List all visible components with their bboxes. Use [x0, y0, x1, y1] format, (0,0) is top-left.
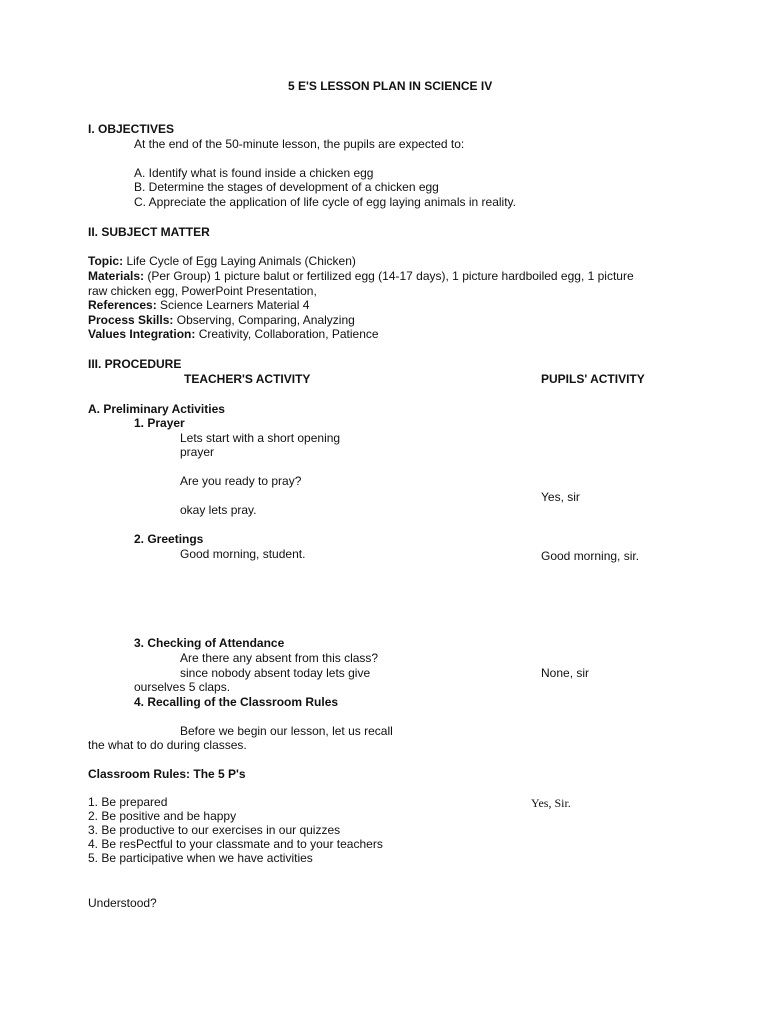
- objective-item: C. Appreciate the application of life cycle of egg laying animals in reality.: [134, 195, 516, 209]
- classroom-rule-item: 1. Be prepared: [88, 795, 168, 809]
- materials-label: Materials:: [88, 269, 145, 283]
- objectives-intro: At the end of the 50-minute lesson, the pupils are expected to:: [134, 137, 465, 151]
- rules-recall-text: Before we begin our lesson, let us recall: [180, 724, 393, 738]
- topic-value: Life Cycle of Egg Laying Animals (Chicken): [126, 254, 356, 268]
- preliminary-activities-heading: A. Preliminary Activities: [88, 402, 225, 416]
- subject-matter-heading: II. SUBJECT MATTER: [88, 225, 210, 239]
- prayer-text: prayer: [180, 445, 215, 459]
- greetings-response: Good morning, sir.: [541, 549, 640, 563]
- classroom-rule-item: 2. Be positive and be happy: [88, 809, 237, 823]
- pupil-activity-column-header: PUPILS' ACTIVITY: [541, 372, 645, 386]
- attendance-response: None, sir: [541, 666, 590, 680]
- classroom-rule-item: 3. Be productive to our exercises in our quizzes: [88, 823, 341, 837]
- process-skills-value: Observing, Comparing, Analyzing: [176, 313, 355, 327]
- references-label: References:: [88, 298, 157, 312]
- attendance-heading: 3. Checking of Attendance: [134, 636, 285, 650]
- process-skills-line: [88, 313, 355, 328]
- prayer-question: Are you ready to pray?: [180, 474, 302, 488]
- greetings-teacher-text: Good morning, student.: [180, 547, 306, 561]
- values-integration-line: [88, 327, 379, 342]
- objective-item: A. Identify what is found inside a chicken egg: [134, 166, 374, 180]
- rules-recall-heading: 4. Recalling of the Classroom Rules: [134, 695, 339, 709]
- attendance-text: ourselves 5 claps.: [134, 680, 231, 694]
- prayer-closing: okay lets pray.: [180, 503, 257, 517]
- topic-label: Topic:: [88, 254, 124, 268]
- attendance-text: since nobody absent today lets give: [180, 666, 371, 680]
- process-skills-label: Process Skills:: [88, 313, 174, 327]
- values-integration-value: Creativity, Collaboration, Patience: [198, 327, 379, 341]
- attendance-question: Are there any absent from this class?: [180, 651, 379, 665]
- materials-continuation: raw chicken egg, PowerPoint Presentation,: [88, 284, 317, 298]
- rules-recall-text: the what to do during classes.: [88, 738, 247, 752]
- references-value: Science Learners Material 4: [160, 298, 310, 312]
- references-line: [88, 298, 309, 313]
- teacher-activity-column-header: TEACHER'S ACTIVITY: [184, 372, 311, 386]
- greetings-heading: 2. Greetings: [134, 532, 204, 546]
- procedure-heading: III. PROCEDURE: [88, 357, 182, 371]
- values-integration-label: Values Integration:: [88, 327, 196, 341]
- classroom-rules-heading: Classroom Rules: The 5 P's: [88, 767, 246, 781]
- materials-line: [88, 269, 634, 284]
- objectives-heading: I. OBJECTIVES: [88, 122, 175, 136]
- objective-item: B. Determine the stages of development of a chicken egg: [134, 180, 439, 194]
- understood-question: Understood?: [88, 896, 157, 910]
- materials-value: (Per Group) 1 picture balut or fertilized egg (14-17 days), 1 picture hardboiled egg, 1 picture: [147, 269, 634, 283]
- page-title: 5 E'S LESSON PLAN IN SCIENCE IV: [288, 79, 493, 93]
- topic-line: [88, 254, 356, 269]
- prayer-heading: 1. Prayer: [134, 416, 185, 430]
- classroom-rule-item: 4. Be resPectful to your classmate and to your teachers: [88, 837, 383, 851]
- classroom-rules-response: Yes, Sir.: [531, 796, 571, 810]
- prayer-text: Lets start with a short opening: [180, 431, 341, 445]
- classroom-rule-item: 5. Be participative when we have activities: [88, 851, 313, 865]
- prayer-response: Yes, sir: [541, 490, 580, 504]
